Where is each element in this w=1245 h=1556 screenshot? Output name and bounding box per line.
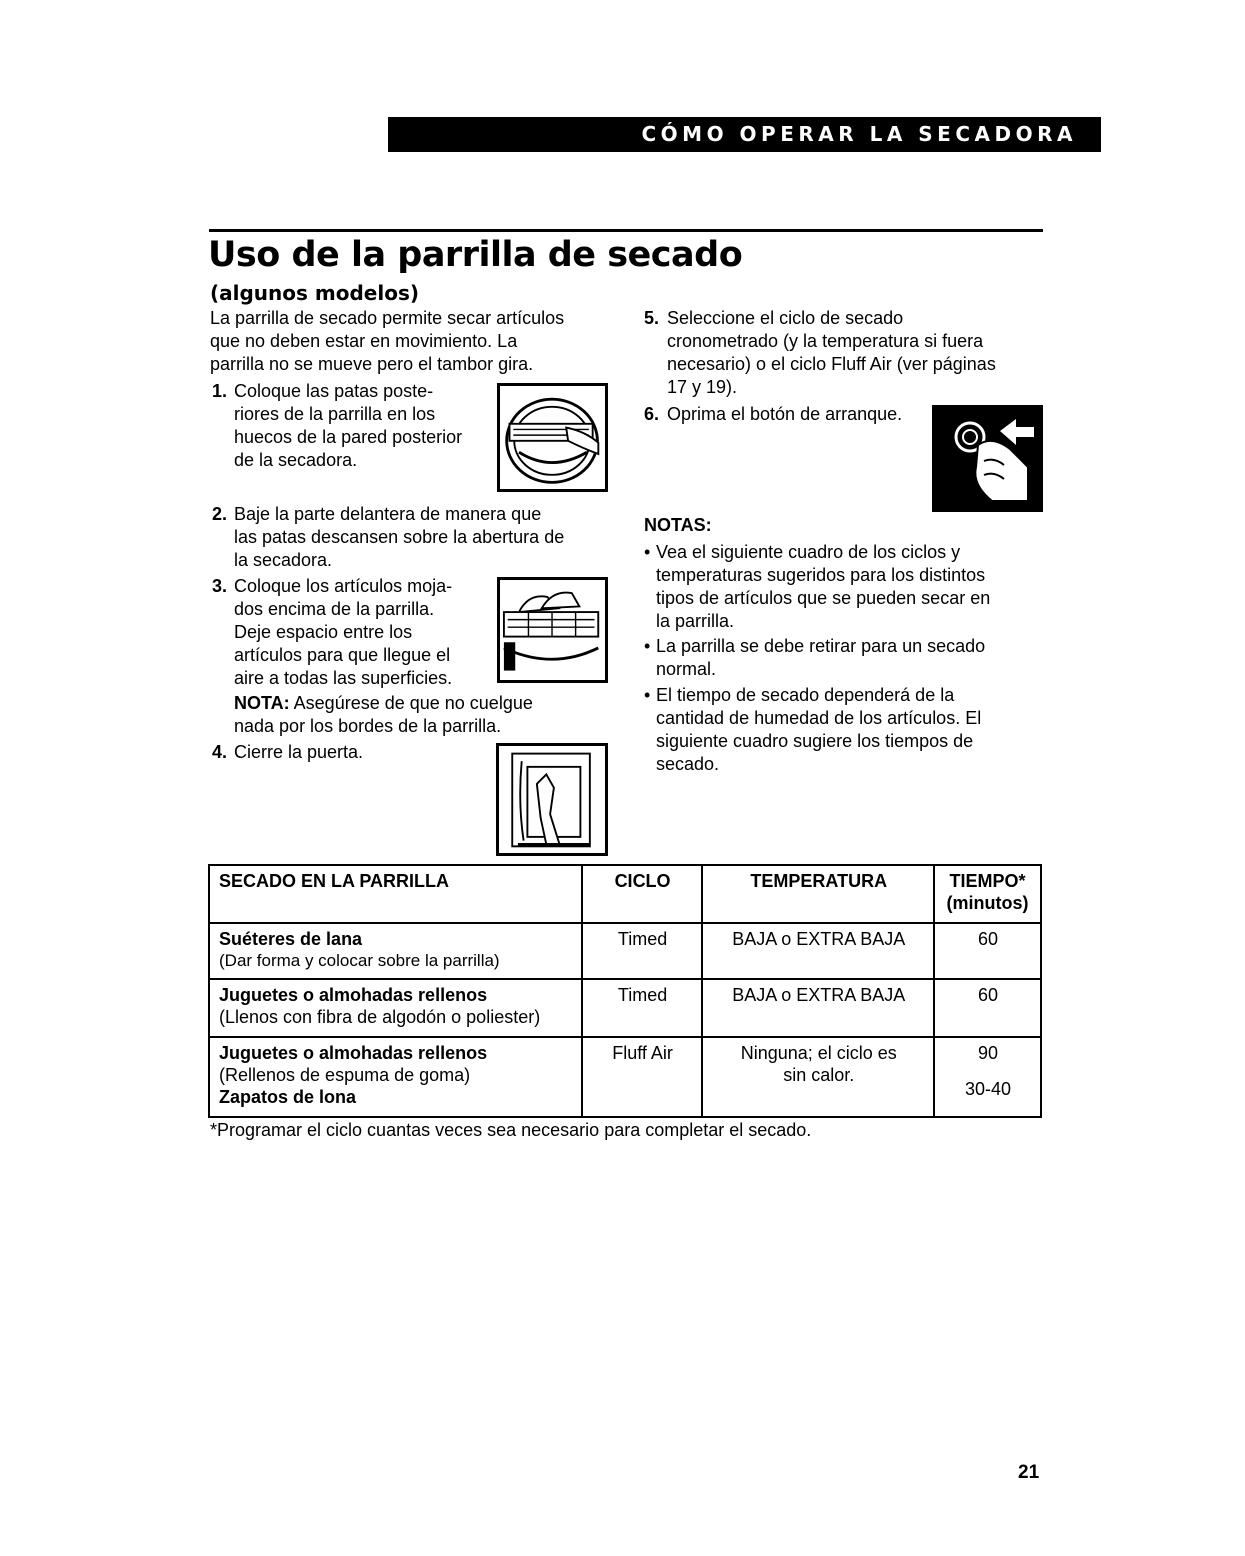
step-1-line-1: Coloque las patas poste- bbox=[234, 381, 434, 401]
table-row bbox=[209, 1037, 1041, 1117]
step-3-line-5: aire a todas las superficies. bbox=[234, 668, 453, 688]
step-5-number: 5. bbox=[644, 308, 660, 328]
header-time bbox=[934, 865, 1041, 923]
row-2-detail: (Llenos con fibra de algodón o poliester) bbox=[219, 1007, 541, 1027]
step-5-line-1: Seleccione el ciclo de secado bbox=[667, 308, 904, 328]
row-3-temperature bbox=[702, 1037, 934, 1117]
rack-rear-legs-illustration bbox=[497, 383, 608, 492]
row-2-time: 60 bbox=[934, 979, 1041, 1037]
start-button-illustration bbox=[932, 405, 1043, 512]
notes-2-line-1: La parrilla se debe retirar para un secado bbox=[656, 636, 986, 656]
note-line-2: nada por los bordes de la parrilla. bbox=[234, 716, 502, 736]
notes-1-line-2: temperaturas sugeridos para los distintos bbox=[656, 565, 986, 585]
start-button-drawing bbox=[932, 405, 1043, 512]
notes-2-line-2: normal. bbox=[656, 659, 717, 679]
intro-line-3: parrilla no se mueve pero el tambor gira. bbox=[210, 354, 534, 374]
row-3-item bbox=[209, 1037, 582, 1117]
step-3-line-2: dos encima de la parrilla. bbox=[234, 599, 435, 619]
note-label: NOTA: bbox=[234, 693, 290, 713]
step-1-line-4: de la secadora. bbox=[234, 450, 358, 470]
header-time-unit: (minutos) bbox=[946, 893, 1029, 913]
row-3-cycle: Fluff Air bbox=[582, 1037, 703, 1117]
step-5-line-2: cronometrado (y la temperatura si fuera bbox=[667, 331, 984, 351]
row-2-item bbox=[209, 979, 582, 1037]
step-1-line-2: riores de la parrilla en los bbox=[234, 404, 436, 424]
step-2-line-2: las patas descansen sobre la abertura de bbox=[234, 527, 565, 547]
intro-line-1: La parrilla de secado permite secar artículos bbox=[210, 308, 565, 328]
step-4-number: 4. bbox=[212, 742, 228, 762]
row-2-name: Juguetes o almohadas rellenos bbox=[219, 985, 488, 1005]
header-temperature: TEMPERATURA bbox=[702, 865, 934, 923]
step-5-line-4: 17 y 19). bbox=[667, 377, 738, 397]
close-door-drawing bbox=[499, 746, 605, 853]
intro-line-2: que no deben estar en movimiento. La bbox=[210, 331, 518, 351]
note-text-1: Asegúrese de que no cuelgue bbox=[289, 693, 533, 713]
page-subtitle: (algunos modelos) bbox=[210, 281, 419, 305]
step-6-line-1: Oprima el botón de arranque. bbox=[667, 404, 903, 424]
notes-heading: NOTAS: bbox=[644, 515, 712, 535]
step-2-line-1: Baje la parte delantera de manera que bbox=[234, 504, 542, 524]
step-3-line-3: Deje espacio entre los bbox=[234, 622, 413, 642]
step-2-number: 2. bbox=[212, 504, 228, 524]
header-cycle: CICLO bbox=[582, 865, 703, 923]
table-footnote: *Programar el ciclo cuantas veces sea necesario para completar el secado. bbox=[210, 1120, 812, 1140]
table-row bbox=[209, 923, 1041, 979]
row-1-cycle: Timed bbox=[582, 923, 703, 979]
rack-rear-legs-drawing bbox=[500, 386, 605, 489]
row-1-temperature: BAJA o EXTRA BAJA bbox=[702, 923, 934, 979]
step-2-line-3: la secadora. bbox=[234, 550, 333, 570]
step-3-number: 3. bbox=[212, 576, 228, 596]
row-2-cycle: Timed bbox=[582, 979, 703, 1037]
note-line-1 bbox=[234, 692, 533, 715]
notes-bullet-1: • bbox=[644, 542, 651, 562]
row-3-name-2: Zapatos de lona bbox=[219, 1087, 357, 1107]
row-3-temperature-line-2: sin calor. bbox=[783, 1065, 855, 1085]
notes-3-line-4: secado. bbox=[656, 754, 720, 774]
step-1-number: 1. bbox=[212, 381, 228, 401]
row-3-name: Juguetes o almohadas rellenos bbox=[219, 1043, 488, 1063]
step-1-line-3: huecos de la pared posterior bbox=[234, 427, 463, 447]
step-6-number: 6. bbox=[644, 404, 660, 424]
rack-with-shoes-drawing bbox=[500, 580, 605, 680]
notes-1-line-3: tipos de artículos que se pueden secar en bbox=[656, 588, 991, 608]
rack-with-shoes-illustration bbox=[497, 577, 608, 683]
row-3-time-1: 90 bbox=[978, 1043, 999, 1063]
header-item: SECADO EN LA PARRILLA bbox=[209, 865, 582, 923]
section-banner: CÓMO OPERAR LA SECADORA bbox=[388, 117, 1101, 152]
row-3-time bbox=[934, 1037, 1041, 1117]
row-3-time-2: 30-40 bbox=[965, 1079, 1012, 1099]
step-5-line-3: necesario) o el ciclo Fluff Air (ver páginas bbox=[667, 354, 996, 374]
notes-1-line-4: la parrilla. bbox=[656, 611, 735, 631]
table-row bbox=[209, 979, 1041, 1037]
step-3-line-1: Coloque los artículos moja- bbox=[234, 576, 453, 596]
step-4-line-1: Cierre la puerta. bbox=[234, 742, 364, 762]
row-2-temperature: BAJA o EXTRA BAJA bbox=[702, 979, 934, 1037]
notes-1-line-1: Vea el siguiente cuadro de los ciclos y bbox=[656, 542, 961, 562]
drying-rack-table bbox=[208, 864, 1042, 1118]
row-1-detail: (Dar forma y colocar sobre la parrilla) bbox=[219, 951, 500, 970]
header-time-label: TIEMPO* bbox=[949, 871, 1026, 891]
page-title: Uso de la parrilla de secado bbox=[208, 235, 743, 275]
row-3-temperature-line-1: Ninguna; el ciclo es bbox=[740, 1043, 897, 1063]
page-number: 21 bbox=[1018, 1462, 1040, 1483]
notes-bullet-3: • bbox=[644, 685, 651, 705]
notes-3-line-1: El tiempo de secado dependerá de la bbox=[656, 685, 955, 705]
step-3-line-4: artículos para que llegue el bbox=[234, 645, 451, 665]
notes-3-line-2: cantidad de humedad de los artículos. El bbox=[656, 708, 982, 728]
close-door-illustration bbox=[496, 743, 608, 856]
row-3-detail: (Rellenos de espuma de goma) bbox=[219, 1065, 471, 1085]
table-header-row bbox=[209, 865, 1041, 923]
notes-3-line-3: siguiente cuadro sugiere los tiempos de bbox=[656, 731, 974, 751]
row-1-item bbox=[209, 923, 582, 979]
row-1-name: Suéteres de lana bbox=[219, 929, 363, 949]
notes-bullet-2: • bbox=[644, 636, 651, 656]
row-1-time: 60 bbox=[934, 923, 1041, 979]
